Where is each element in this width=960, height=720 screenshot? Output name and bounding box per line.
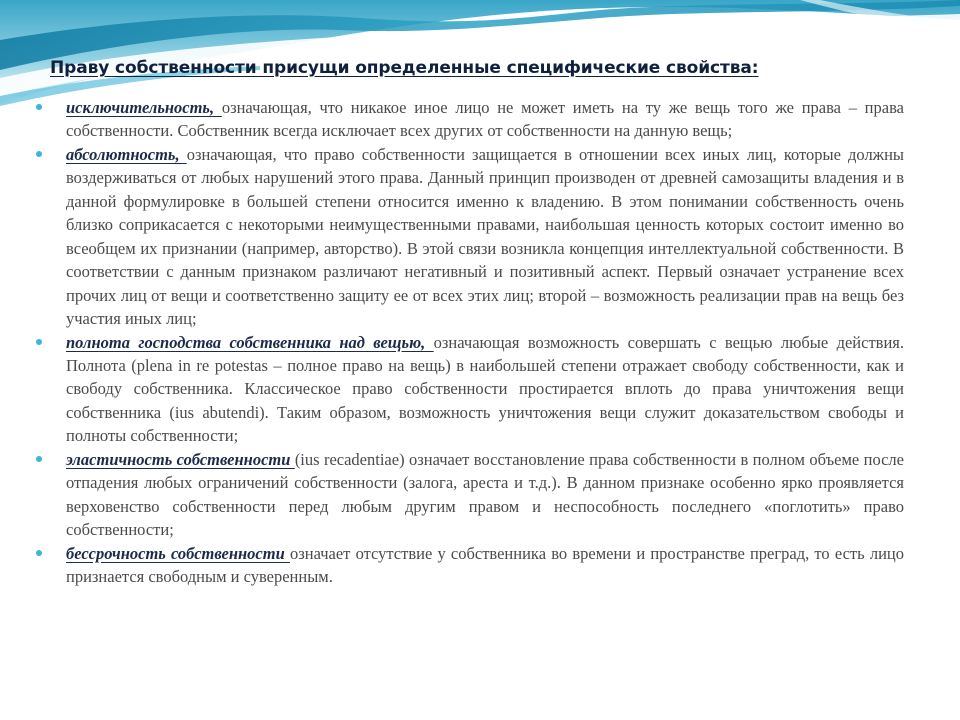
property-description: означающая, что никакое иное лицо не может иметь на ту же вещь того же права – права собственности. Собственник всегда исключает всех других от собственности на данную вещь; [66,98,904,141]
property-term: полнота господства собственника над вещью, [66,332,434,352]
property-description: означает отсутствие у собственника во времени и пространстве преград, то есть лицо признается свободным и суверенным. [66,543,904,587]
property-term: эластичность собственности [66,449,295,469]
bullet-dot-icon [36,456,42,462]
property-description: означающая возможность совершать с вещью любые действия. Полнота (plena in re potestas – полное право на вещь) в наибольшей степени отражает свободу собственности, как и свободу собственника. Классическое право собственности простирается вплоть до права уничтожения вещи собственника (ius abutendi). Таким образом, возможность уничтожения вещи служит доказательством свободы и полноты собственности; [66,332,904,446]
property-description: означающая, что право собственности защищается в отношении всех иных лиц, которые должны воздерживаться от любых нарушений этого права. Данный принцип производен от древней самозащиты владения и в данной формулировке в большей степени относится именно к владению. В этом понимании собственность очень близко соприкасается с некоторыми неимущественными правами, наибольшая ценность которых состоит именно во всеобщем их признании (например, авторство). В этой связи возникла концепция интеллектуальной собственности. В соответствии с данным признаком различают негативный и позитивный аспект. Первый означает устранение всех прочих лиц от вещи и соответственно защиту ее от всех этих лиц; второй – возможность реализации прав на вещь без участия иных лиц; [66,144,904,329]
list-item [66,331,904,448]
property-term: бессрочность собственности [66,543,290,563]
list-item [66,542,904,589]
bullet-dot-icon [36,339,42,345]
property-term: исключительность, [66,98,222,117]
list-item [66,96,904,143]
slide-title: Праву собственности присущи определенные специфические свойства: [50,58,759,78]
property-description: (ius recadentiae) означает восстановление права собственности в полном объеме после отпадения любых ограничений собственности (залога, ареста и т.д.). В данном признаке особенно ярко проявляется верховенство собственности перед любым другим правом и неспособность последнего «поглотить» право собственности; [66,449,904,540]
property-term: абсолютность, [66,144,187,164]
list-item [66,143,904,331]
bullet-dot-icon [36,104,42,110]
bullet-dot-icon [36,550,42,556]
list-item [66,448,904,542]
bullet-dot-icon [36,151,42,157]
properties-list [66,96,904,589]
